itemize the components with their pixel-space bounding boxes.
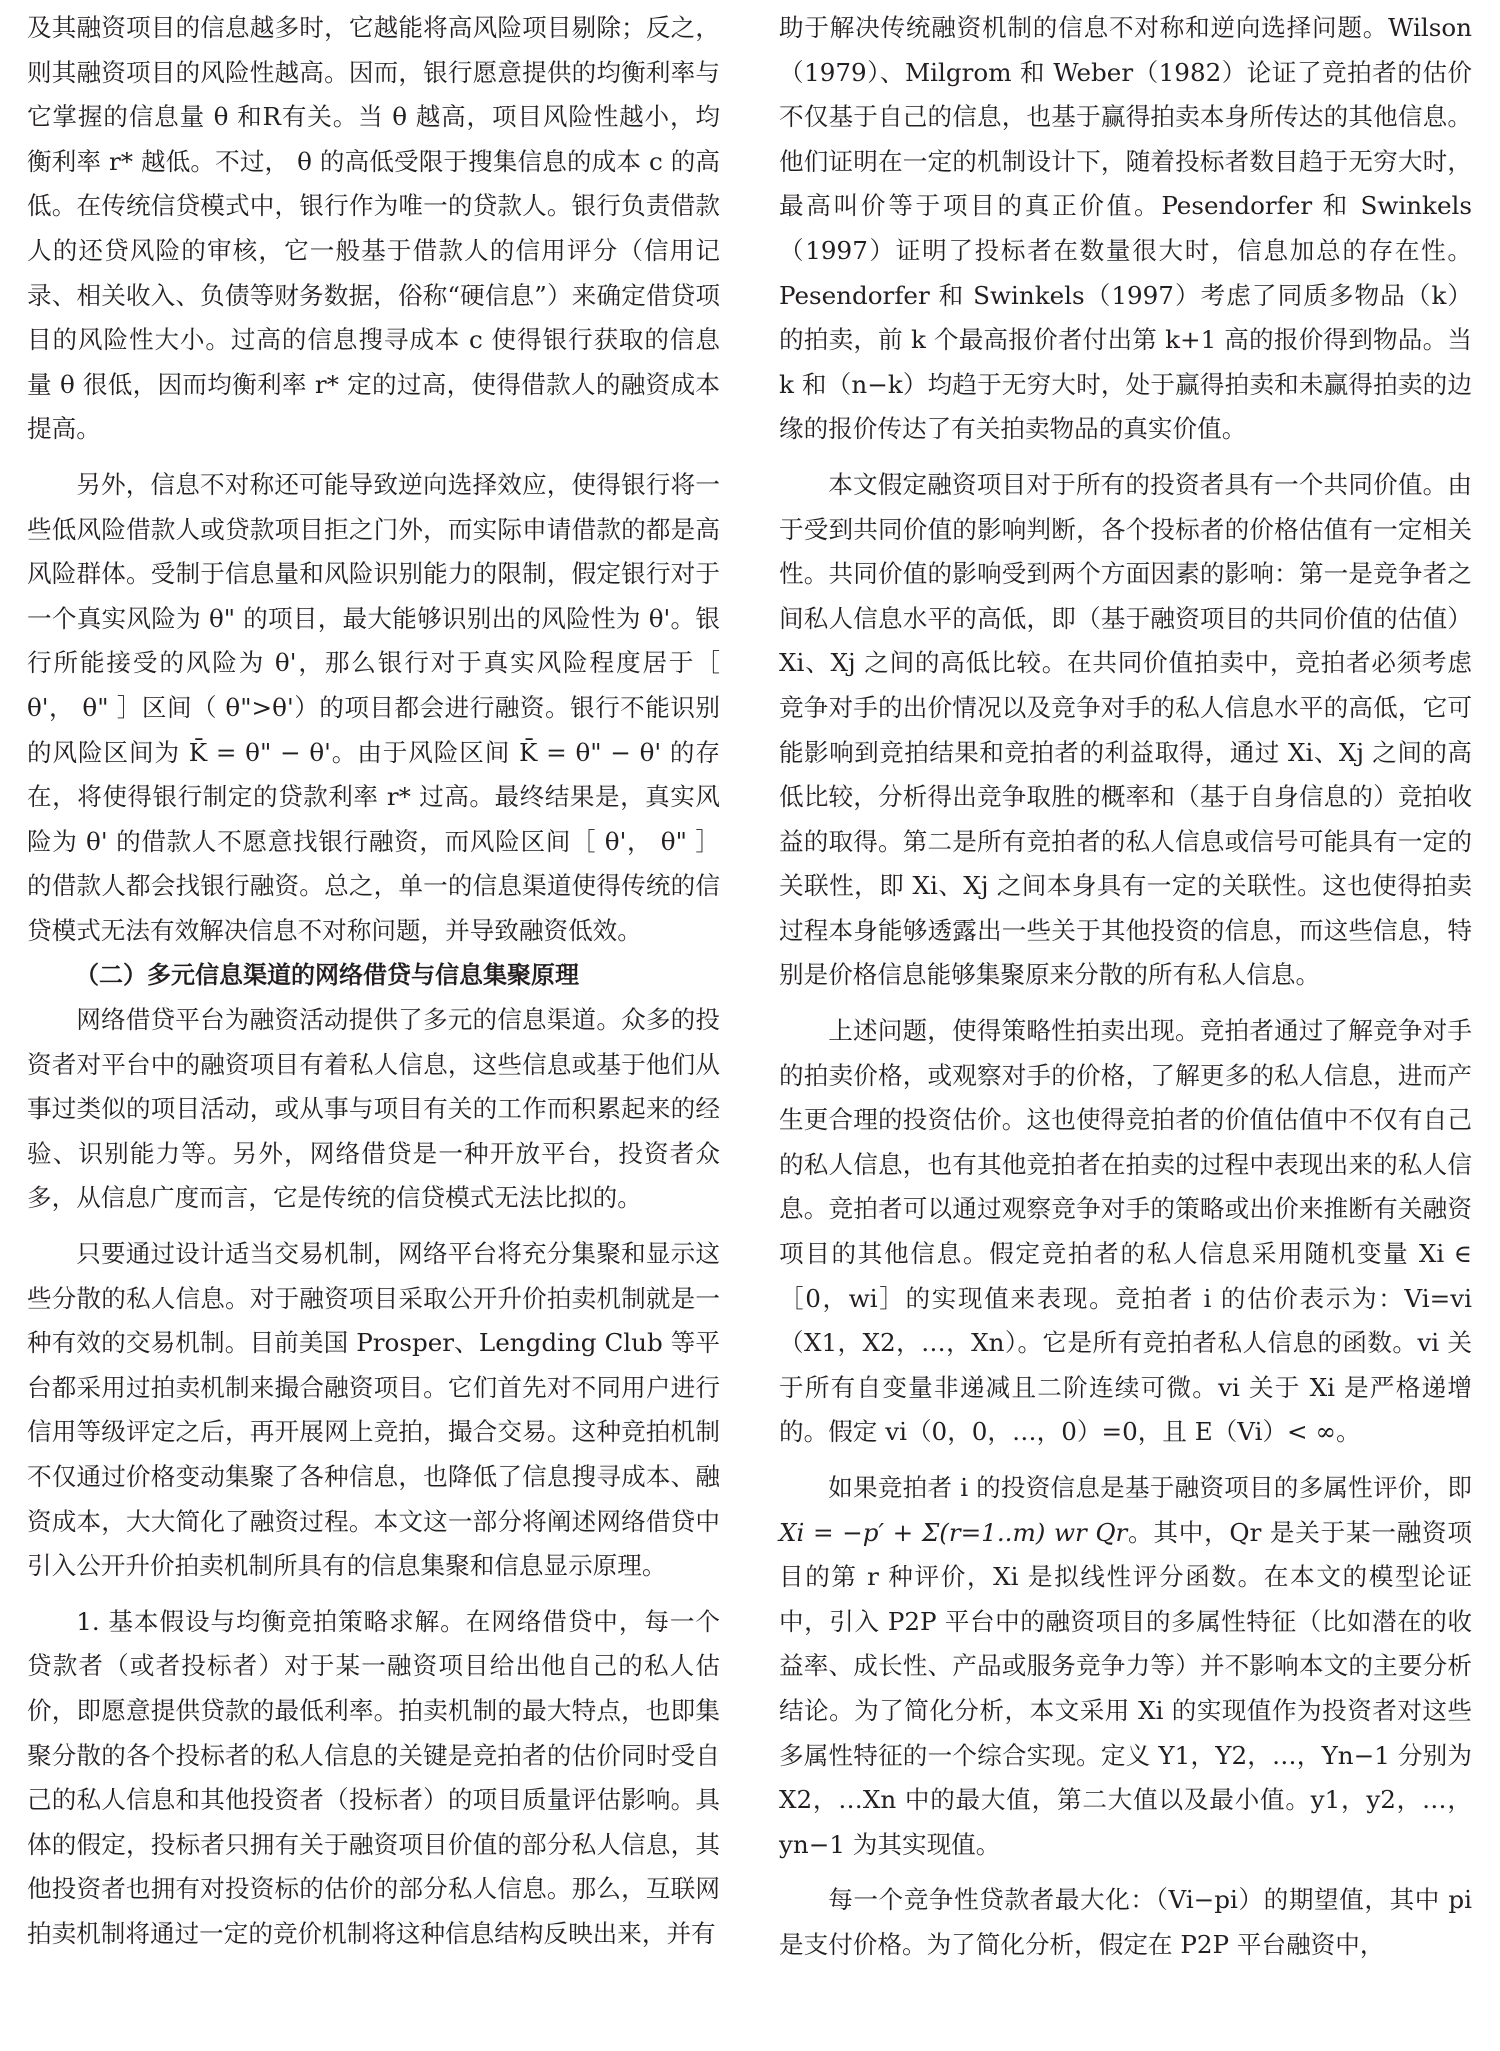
right-paragraph-2: 本文假定融资项目对于所有的投资者具有一个共同价值。由于受到共同价值的影响判断，各个投标者的价格估值有一定相关性。共同价值的影响受到两个方面因素的影响：第一是竞争者之间私人信息水平的高低，即（基于融资项目的共同价值的估值）Xi、Xj 之间的高低比较。在共同价值拍卖中，竞拍者必须考虑竞争对手的出价情况以及竞争对手的私人信息水平的高低，它可能影响到竞拍结果和竞拍者的利益取得，通过 Xi、Xj 之间的高低比较，分析得出竞争取胜的概率和（基于自身信息的）竞拍收益的取得。第二是所有竞拍者的私人信息或信号可能具有一定的关联性，即 Xi、Xj 之间本身具有一定的关联性。这也使得拍卖过程本身能够透露出一些关于其他投资的信息，而这些信息，特别是价格信息能够集聚原来分散的所有私人信息。 xyxy=(779,469,1472,990)
right-paragraph-5: 每一个竞争性贷款者最大化：（Vi−pi）的期望值，其中 pi 是支付价格。为了简化分析，假定在 P2P 平台融资中， xyxy=(779,1885,1472,1959)
scoring-formula: Xi = −p′ + Σ(r=1..m) wr Qr xyxy=(779,1517,1128,1547)
left-paragraph-5 xyxy=(27,1600,720,1957)
right-column xyxy=(779,6,1472,1968)
left-paragraph-5-body: 在网络借贷中，每一个贷款者（或者投标者）对于某一融资项目给出他自己的私人估价，即愿意提供贷款的最低利率。拍卖机制的最大特点，也即集聚分散的各个投标者的私人信息的关键是竞拍者的估价同时受自己的私人信息和其他投资者（投标者）的项目质量评估影响。具体的假定，投标者只拥有关于融资项目价值的部分私人信息，其他投资者也拥有对投资标的估价的部分私人信息。那么，互联网拍卖机制将通过一定的竞价机制将这种信息结构反映出来，并有 xyxy=(27,1606,720,1948)
left-column xyxy=(27,6,720,1957)
subsection-lead: 1. 基本假设与均衡竞拍策略求解。 xyxy=(76,1606,466,1636)
left-paragraph-1: 及其融资项目的信息越多时，它越能将高风险项目剔除；反之，则其融资项目的风险性越高。因而，银行愿意提供的均衡利率与它掌握的信息量 θ 和R有关。当 θ 越高，项目风险性越小，均衡利率 r* 越低。不过， θ 的高低受限于搜集信息的成本 c 的高低。在传统信贷模式中，银行作为唯一的贷款人。银行负责借款人的还贷风险的审核，它一般基于借款人的信用评分（信用记录、相关收入、负债等财务数据，俗称“硬信息”）来确定借贷项目的风险性大小。过高的信息搜寻成本 c 使得银行获取的信息量 θ 很低，因而均衡利率 r* 定的过高，使得借款人的融资成本提高。 xyxy=(27,13,720,444)
left-paragraph-3: 网络借贷平台为融资活动提供了多元的信息渠道。众多的投资者对平台中的融资项目有着私人信息，这些信息或基于他们从事过类似的项目活动，或从事与项目有关的工作而积累起来的经验、识别能力等。另外，网络借贷是一种开放平台，投资者众多，从信息广度而言，它是传统的信贷模式无法比拟的。 xyxy=(27,1005,720,1213)
left-paragraph-2: 另外，信息不对称还可能导致逆向选择效应，使得银行将一些低风险借款人或贷款项目拒之门外，而实际申请借款的都是高风险群体。受制于信息量和风险识别能力的限制，假定银行对于一个真实风险为 θ" 的项目，最大能够识别出的风险性为 θ'。银行所能接受的风险为 θ'，那么银行对于真实风险程度居于［ θ'， θ" ］区间（ θ">θ'）的项目都会进行融资。银行不能识别的风险区间为 K̄ = θ" − θ'。由于风险区间 K̄ = θ" − θ' 的存在，将使得银行制定的贷款利率 r* 过高。最终结果是，真实风险为 θ' 的借款人不愿意找银行融资，而风险区间［ θ'， θ" ］的借款人都会找银行融资。总之，单一的信息渠道使得传统的信贷模式无法有效解决信息不对称问题，并导致融资低效。 xyxy=(27,469,720,945)
right-paragraph-1: 助于解决传统融资机制的信息不对称和逆向选择问题。Wilson（1979）、Milgrom 和 Weber（1982）论证了竞拍者的估价不仅基于自己的信息，也基于赢得拍卖本身所传达的其他信息。他们证明在一定的机制设计下，随着投标者数目趋于无穷大时，最高叫价等于项目的真正价值。Pesendorfer 和 Swinkels（1997）证明了投标者在数量很大时，信息加总的存在性。Pesendorfer 和 Swinkels（1997）考虑了同质多物品（k）的拍卖，前 k 个最高报价者付出第 k+1 高的报价得到物品。当 k 和（n−k）均趋于无穷大时，处于赢得拍卖和未赢得拍卖的边缘的报价传达了有关拍卖物品的真实价值。 xyxy=(779,13,1472,444)
right-paragraph-4-lead: 如果竞拍者 i 的投资信息是基于融资项目的多属性评价，即 xyxy=(828,1473,1472,1502)
left-paragraph-4: 只要通过设计适当交易机制，网络平台将充分集聚和显示这些分散的私人信息。对于融资项目采取公开升价拍卖机制就是一种有效的交易机制。目前美国 Prosper、Lengding Club 等平台都采用过拍卖机制来撮合融资项目。它们首先对不同用户进行信用等级评定之后，再开展网上竞拍，撮合交易。这种竞拍机制不仅通过价格变动集聚了各种信息，也降低了信息搜寻成本、融资成本，大大简化了融资过程。本文这一部分将阐述网络借贷中引入公开升价拍卖机制所具有的信息集聚和信息显示原理。 xyxy=(27,1239,720,1581)
right-paragraph-4-body: 。其中，Qr 是关于某一融资项目的第 r 种评价，Xi 是拟线性评分函数。在本文的模型论证中，引入 P2P 平台中的融资项目的多属性特征（比如潜在的收益率、成长性、产品或服务竞争力等）并不影响本文的主要分析结论。为了简化分析，本文采用 Xi 的实现值作为投资者对这些多属性特征的一个综合实现。定义 Y1，Y2，…，Yn−1 分别为 X2，…Xn 中的最大值，第二大值以及最小值。y1，y2，…，yn−1 为其实现值。 xyxy=(779,1517,1472,1859)
right-paragraph-4 xyxy=(779,1466,1472,1867)
section-heading: （二）多元信息渠道的网络借贷与信息集聚原理 xyxy=(75,961,579,990)
right-paragraph-3: 上述问题，使得策略性拍卖出现。竞拍者通过了解竞争对手的拍卖价格，或观察对手的价格，了解更多的私人信息，进而产生更合理的投资估价。这也使得竞拍者的价值估值中不仅有自己的私人信息，也有其他竞拍者在拍卖的过程中表现出来的私人信息。竞拍者可以通过观察竞争对手的策略或出价来推断有关融资项目的其他信息。假定竞拍者的私人信息采用随机变量 Xi ∈［0，wi］的实现值来表现。竞拍者 i 的估价表示为：Vi=vi（X1，X2，…，Xn）。它是所有竞拍者私人信息的函数。vi 关于所有自变量非递减且二阶连续可微。vi 关于 Xi 是严格递增的。假定 vi（0，0，…，0）=0，且 E（Vi）< ∞。 xyxy=(779,1016,1472,1447)
